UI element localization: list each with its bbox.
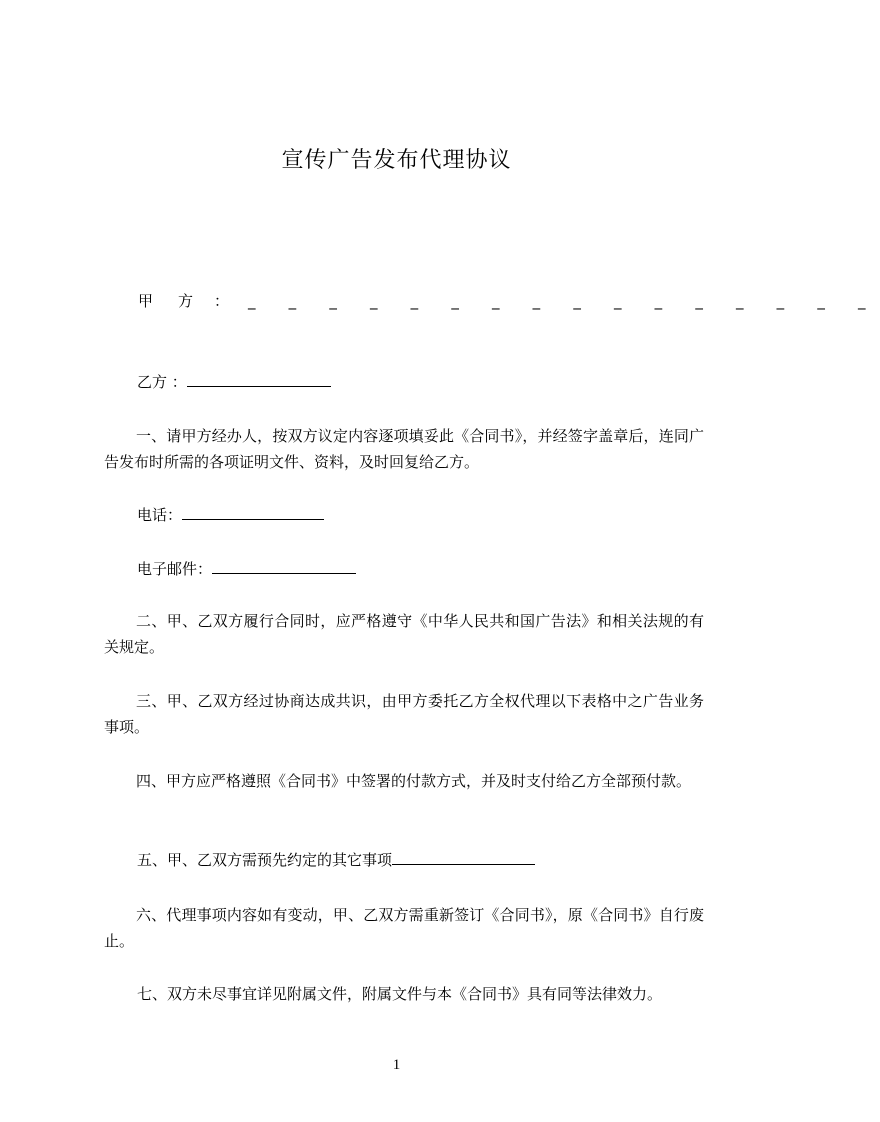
party-b-line: [137, 374, 331, 390]
email-label: 电子邮件：: [137, 560, 213, 578]
clause-7: 七、双方未尽事宜详见附属文件，附属文件与本《合同书》具有同等法律效力。: [137, 985, 663, 1003]
page-number: 1: [392, 1057, 401, 1073]
party-b-label: 乙方 ：: [137, 373, 187, 391]
phone-blank: [182, 507, 324, 520]
document-title: 宣传广告发布代理协议: [281, 148, 512, 173]
clause-5: 五、甲、乙双方需预先约定的其它事项: [137, 851, 393, 869]
clause-5-line: [137, 852, 535, 868]
clause-4: 四、甲方应严格遵照《合同书》中签署的付款方式，并及时支付给乙方全部预付款。: [136, 772, 692, 790]
email-blank: [212, 561, 356, 574]
phone-label: 电话：: [137, 506, 183, 524]
clause-6: 六、代理事项内容如有变动，甲、乙双方需重新签订《合同书》，原《合同书》自行废止。: [104, 906, 704, 950]
email-line: [137, 561, 356, 577]
clause-1: 一、请甲方经办人，按双方议定内容逐项填妥此《合同书》，并经签字盖章后，连同广告发布时所需的各项证明文件、资料，及时回复给乙方。: [104, 427, 704, 471]
clause-5-blank: [392, 852, 535, 865]
clause-3: 三、甲、乙双方经过协商达成共识，由甲方委托乙方全权代理以下表格中之广告业务事项。: [104, 692, 704, 736]
party-a-blank: _ _ _ _ _ _ _ _ _ _ _ _ _ _ _ _: [248, 292, 880, 310]
party-a-label-char2: 方: [178, 292, 194, 310]
clause-2: 二、甲、乙双方履行合同时，应严格遵守《中华人民共和国广告法》和相关法规的有关规定。: [104, 612, 704, 656]
party-b-blank: [187, 374, 331, 387]
phone-line: [137, 507, 324, 523]
party-a-colon: ：: [214, 292, 230, 310]
party-a-label-char1: 甲: [138, 292, 154, 310]
